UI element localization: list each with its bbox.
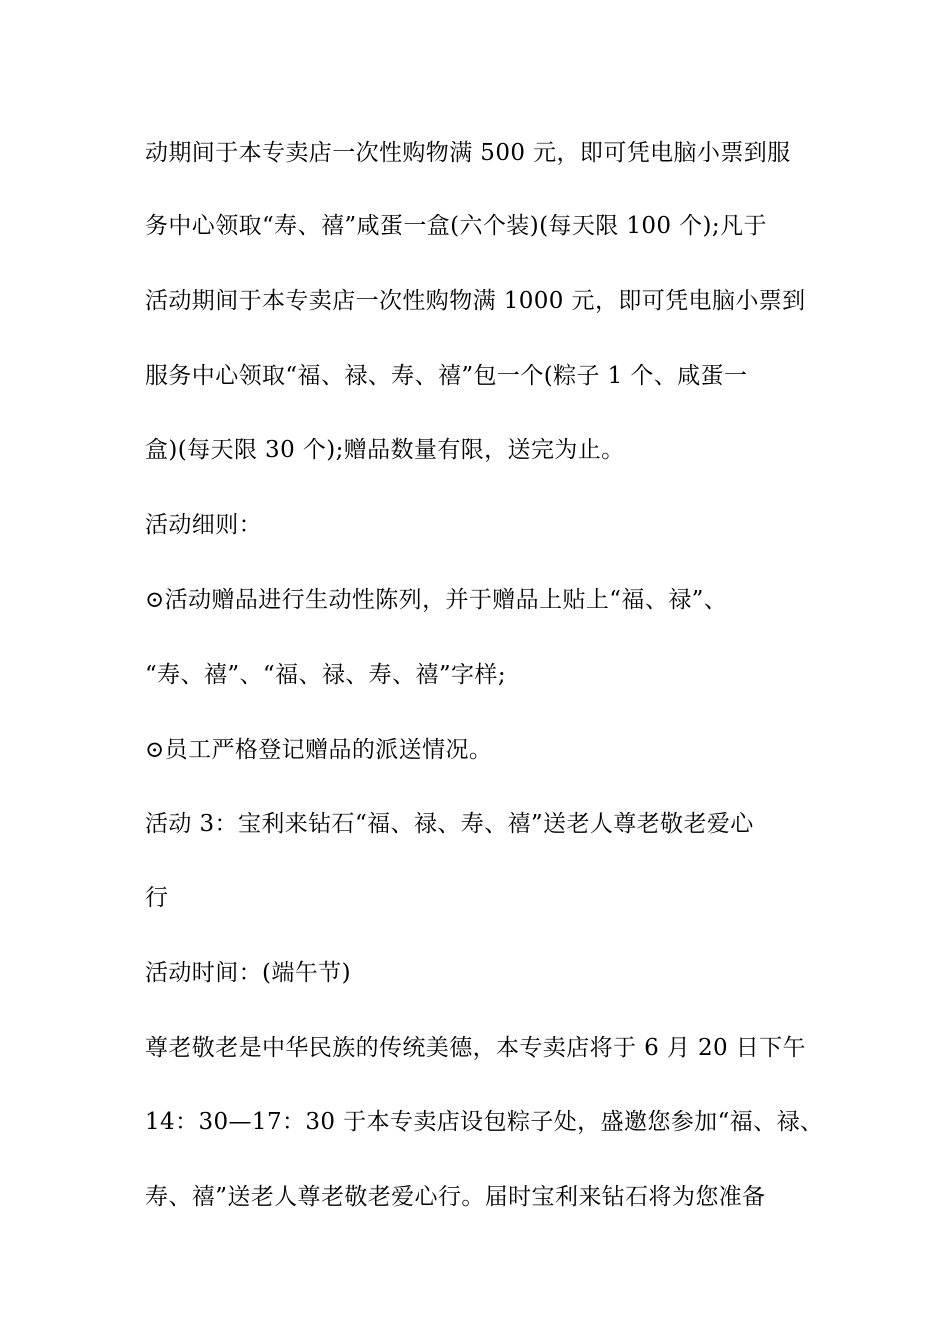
paragraph-line: 盒)(每天限 30 个);赠品数量有限，送完为止。: [145, 437, 625, 463]
paragraph-line: “寿、禧”、“福、禄、寿、禧”字样;: [145, 662, 506, 688]
bullet-item: ⊙活动赠品进行生动性陈列，并于赠品上贴上“福、禄”、: [145, 587, 728, 613]
paragraph-line: 动期间于本专卖店一次性购物满 500 元，即可凭电脑小票到服: [145, 140, 791, 166]
paragraph-line: 活动时间：(端午节): [145, 960, 351, 986]
paragraph-line: 尊老敬老是中华民族的传统美德，本专卖店将于 6 月 20 日下午: [145, 1035, 806, 1061]
paragraph-line: 务中心领取“寿、禧”咸蛋一盒(六个装)(每天限 100 个);凡于: [145, 213, 767, 239]
paragraph-line: 寿、禧”送老人尊老敬老爱心行。届时宝利来钻石将为您准备: [145, 1184, 766, 1210]
paragraph-line: 服务中心领取“福、禄、寿、禧”包一个(粽子 1 个、咸蛋一: [145, 363, 748, 389]
bullet-item: ⊙员工严格登记赠品的派送情况。: [145, 737, 493, 763]
section-heading: 活动 3：宝利来钻石“福、禄、寿、禧”送老人尊老敬老爱心: [145, 811, 754, 837]
paragraph-line: 14：30—17：30 于本专卖店设包粽子处，盛邀您参加“福、禄、: [145, 1109, 824, 1135]
section-heading: 活动细则：: [145, 512, 262, 538]
section-heading: 行: [145, 885, 169, 911]
paragraph-line: 活动期间于本专卖店一次性购物满 1000 元，即可凭电脑小票到: [145, 288, 806, 314]
